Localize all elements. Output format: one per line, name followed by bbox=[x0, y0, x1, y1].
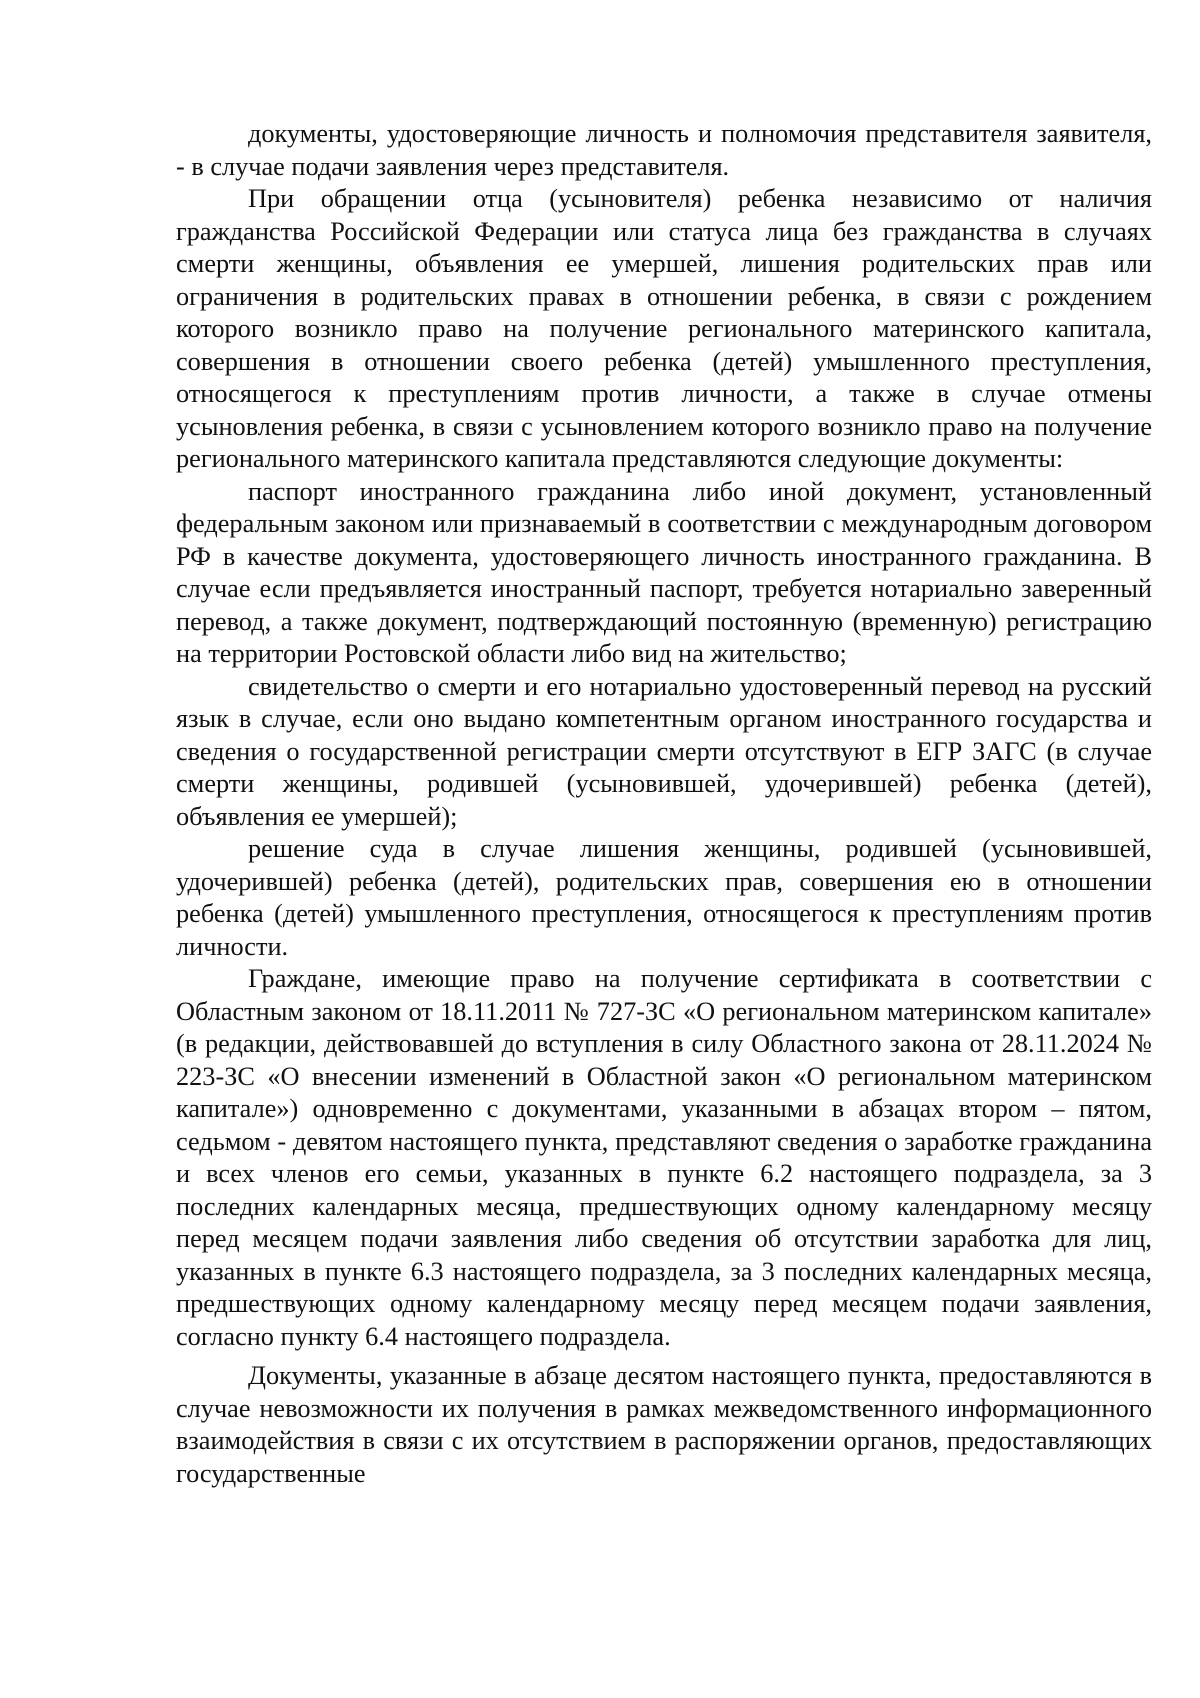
paragraph-income-information: Граждане, имеющие право на получение сертификата в соответствии с Областным законом от 18.11.2011 № 727-ЗС «О региональном материнском капитале» (в редакции, действовавшей до вступления в силу Областного закона от 28.11.2024 № 223-ЗС «О внесении изменений в Областной закон «О региональном материнском капитале») одновременно с документами, указанными в абзацах втором – пятом, седьмом - девятом настоящего пункта, представляют сведения о заработке гражданина и всех членов его семьи, указанных в пункте 6.2 настоящего подраздела, за 3 последних календарных месяца, предшествующих одному календарному месяцу перед месяцем подачи заявления либо сведения об отсутствии заработка для лиц, указанных в пункте 6.3 настоящего подраздела, за 3 последних календарных месяца, предшествующих одному календарному месяцу перед месяцем подачи заявления, согласно пункту 6.4 настоящего подраздела. bbox=[176, 964, 1152, 1351]
paragraph-interagency-documents: Документы, указанные в абзаце десятом настоящего пункта, предоставляются в случае невозможности их получения в рамках межведомственного информационного взаимодействия в связи с их отсутствием в распоряжении органов, предоставляющих государственные bbox=[176, 1361, 1152, 1488]
document-page bbox=[176, 118, 1152, 1490]
paragraph-representative-documents: документы, удостоверяющие личность и полномочия представителя заявителя, - в случае подачи заявления через представителя. bbox=[176, 119, 1152, 181]
paragraph-death-certificate: свидетельство о смерти и его нотариально удостоверенный перевод на русский язык в случае, если оно выдано компетентным органом иностранного государства и сведения о государственной регистрации смерти отсутствуют в ЕГР ЗАГС (в случае смерти женщины, родившей (усыновившей, удочерившей) ребенка (детей), объявления ее умершей); bbox=[176, 671, 1152, 831]
paragraph-father-application: При обращении отца (усыновителя) ребенка независимо от наличия гражданства Российской Федерации или статуса лица без гражданства в случаях смерти женщины, объявления ее умершей, лишения родительских прав или ограничения в родительских правах в отношении ребенка, в связи с рождением которого возникло право на получение регионального материнского капитала, совершения в отношении своего ребенка (детей) умышленного преступления, относящегося к преступлениям против личности, а также в случае отмены усыновления ребенка, в связи с усыновлением которого возникло право на получение регионального материнского капитала представляются следующие документы: bbox=[176, 184, 1152, 473]
paragraph-court-decision: решение суда в случае лишения женщины, родившей (усыновившей, удочерившей) ребенка (детей), родительских прав, совершения ею в отношении ребенка (детей) умышленного преступления, относящегося к преступлениям против личности. bbox=[176, 834, 1152, 961]
paragraph-foreign-passport: паспорт иностранного гражданина либо иной документ, установленный федеральным законом или признаваемый в соответствии с международным договором РФ в качестве документа, удостоверяющего личность иностранного гражданина. В случае если предъявляется иностранный паспорт, требуется нотариально заверенный перевод, а также документ, подтверждающий постоянную (временную) регистрацию на территории Ростовской области либо вид на жительство; bbox=[176, 476, 1152, 668]
